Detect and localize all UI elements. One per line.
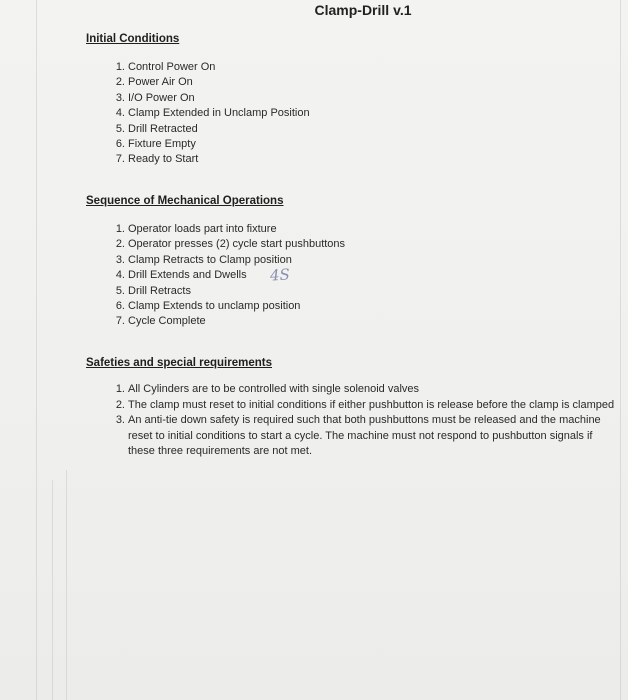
list-item: 2. Power Air On bbox=[115, 76, 193, 89]
list-item: 1. Control Power On bbox=[115, 61, 216, 73]
document-title: Clamp-Drill v.1 bbox=[314, 2, 412, 18]
handwritten-note: 4S bbox=[269, 265, 291, 285]
list-item: 4. Clamp Extended in Unclamp Position bbox=[115, 107, 310, 120]
list-item: 7. Ready to Start bbox=[115, 153, 199, 166]
bleed-through-line bbox=[36, 0, 37, 700]
heading-initial-conditions: Initial Conditions bbox=[86, 33, 180, 45]
heading-safeties: Safeties and special requirements bbox=[86, 357, 272, 369]
list-item: 7. Cycle Complete bbox=[115, 315, 206, 328]
list-item: 6. Clamp Extends to unclamp position bbox=[115, 300, 301, 313]
list-item: 3. I/O Power On bbox=[115, 91, 195, 104]
heading-sequence-of-operations: Sequence of Mechanical Operations bbox=[86, 195, 284, 207]
list-item: 3. Clamp Retracts to Clamp position bbox=[115, 253, 292, 266]
bleed-through-line bbox=[66, 470, 67, 700]
list-item: 3. An anti-tie down safety is required such that both pushbuttons must be released and the machine reset to initial conditions to start a cycle. The machine must not respond to pushbutton signals if these three requirements are not met. bbox=[115, 414, 601, 458]
list-item: 5. Drill Retracts bbox=[115, 284, 191, 297]
initial-conditions-list bbox=[115, 60, 310, 168]
bleed-through-line bbox=[620, 0, 621, 700]
list-item: 5. Drill Retracted bbox=[115, 122, 198, 135]
list-item: 2. The clamp must reset to initial conditions if either pushbutton is release before the clamp is clamped bbox=[115, 398, 615, 411]
list-item: 1. Operator loads part into fixture bbox=[115, 223, 277, 235]
list-item: 2. Operator presses (2) cycle start pushbuttons bbox=[115, 238, 346, 251]
bleed-through-line bbox=[52, 480, 53, 700]
list-item: 6. Fixture Empty bbox=[115, 138, 196, 151]
safeties-list bbox=[115, 382, 620, 460]
list-item: 4. Drill Extends and Dwells bbox=[115, 269, 247, 282]
sequence-list bbox=[115, 222, 346, 330]
list-item: 1. All Cylinders are to be controlled with single solenoid valves bbox=[115, 383, 420, 395]
